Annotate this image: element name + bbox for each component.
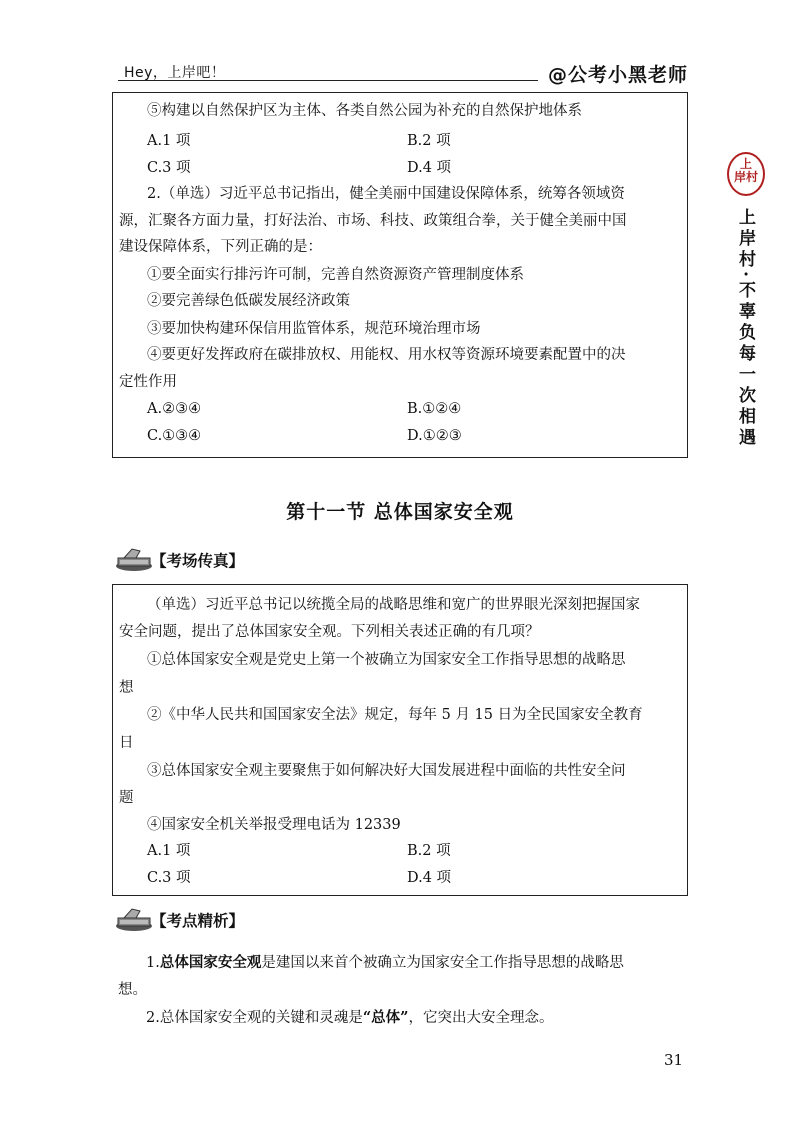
q-statement-1-cont: 想 — [119, 680, 134, 696]
analysis-point-1-keyword: 总体国家安全观 — [159, 954, 262, 971]
q2-option-c: C.①③④ — [147, 428, 202, 444]
header-rule — [118, 80, 538, 81]
statement-5: ⑤构建以自然保护区为主体、各类自然公园为补充的自然保护地体系 — [147, 103, 582, 119]
q-statement-3-cont: 题 — [119, 790, 134, 806]
analysis-point-2-text: 2.总体国家安全观的关键和灵魂是 — [146, 1010, 363, 1026]
q1-option-a: A.1 项 — [147, 133, 191, 149]
q-statement-2-cont: 日 — [119, 735, 134, 751]
q2-stem-line-3: 建设保障体系，下列正确的是： — [119, 239, 322, 255]
header-slogan: Hey，上岸吧！ — [124, 65, 226, 81]
q2-option-a: A.②③④ — [147, 401, 202, 417]
side-seal-logo: 上 岸村 — [727, 152, 765, 196]
question-box-2 — [112, 584, 688, 896]
book-stack-icon — [114, 906, 154, 932]
q-option-a: A.1 项 — [147, 843, 191, 859]
analysis-point-1 — [146, 953, 624, 973]
q-option-d: D.4 项 — [407, 870, 452, 886]
q1-option-d: D.4 项 — [407, 160, 452, 176]
q1-option-c: C.3 项 — [147, 160, 191, 176]
q-statement-4: ④国家安全机关举报受理电话为 12339 — [147, 817, 401, 833]
analysis-point-1-text: 是建国以来首个被确立为国家安全工作指导思想的战略思 — [261, 955, 624, 971]
analysis-heading: 【考点精析】 — [151, 912, 245, 930]
exam-heading: 【考场传真】 — [151, 552, 245, 570]
q2-statement-4-cont: 定性作用 — [119, 374, 177, 390]
q2-statement-2: ②要完善绿色低碳发展经济政策 — [147, 293, 350, 309]
q2-stem-line-2: 源，汇聚各方面力量，打好法治、市场、科技、政策组合拳，关于健全美丽中国 — [119, 213, 627, 229]
question-box-1 — [112, 92, 688, 458]
q2-statement-3: ③要加快构建环保信用监管体系，规范环境治理市场 — [147, 321, 481, 337]
q-option-b: B.2 项 — [407, 843, 451, 859]
page-number: 31 — [664, 1051, 684, 1069]
analysis-point-2-keyword: “总体” — [362, 1009, 409, 1026]
q2-option-d: D.①②③ — [407, 428, 462, 444]
q-statement-3: ③总体国家安全观主要聚焦于如何解决好大国发展进程中面临的共性安全问 — [147, 763, 626, 779]
q-statement-2: ②《中华人民共和国国家安全法》规定，每年 5 月 15 日为全民国家安全教育 — [147, 707, 643, 723]
q-stem-line-1: （单选）习近平总书记以统揽全局的战略思维和宽广的世界眼光深刻把握国家 — [147, 597, 640, 613]
header-author: @公考小黑老师 — [548, 64, 689, 86]
q2-option-b: B.①②④ — [407, 401, 462, 417]
q2-stem-line-1: 2.（单选）习近平总书记指出，健全美丽中国建设保障体系，统筹各领域资 — [147, 186, 625, 202]
q-statement-1: ①总体国家安全观是党史上第一个被确立为国家安全工作指导思想的战略思 — [147, 652, 626, 668]
q-option-c: C.3 项 — [147, 870, 191, 886]
analysis-point-2-rest: ，它突出大安全理念。 — [408, 1010, 554, 1026]
q-stem-line-2: 安全问题，提出了总体国家安全观。下列相关表述正确的有几项？ — [119, 624, 540, 640]
side-slogan: 上岸村·不辜负每一次相遇 — [735, 208, 755, 449]
q2-statement-1: ①要全面实行排污许可制，完善自然资源资产管理制度体系 — [147, 267, 524, 283]
q1-option-b: B.2 项 — [407, 133, 451, 149]
analysis-point-1-number: 1. — [146, 955, 160, 971]
analysis-point-1-cont: 想。 — [118, 982, 147, 998]
q2-statement-4: ④要更好发挥政府在碳排放权、用能权、用水权等资源环境要素配置中的决 — [147, 347, 626, 363]
section-title: 第十一节 总体国家安全观 — [286, 501, 514, 523]
book-stack-icon — [114, 546, 154, 572]
analysis-point-2 — [146, 1008, 554, 1028]
